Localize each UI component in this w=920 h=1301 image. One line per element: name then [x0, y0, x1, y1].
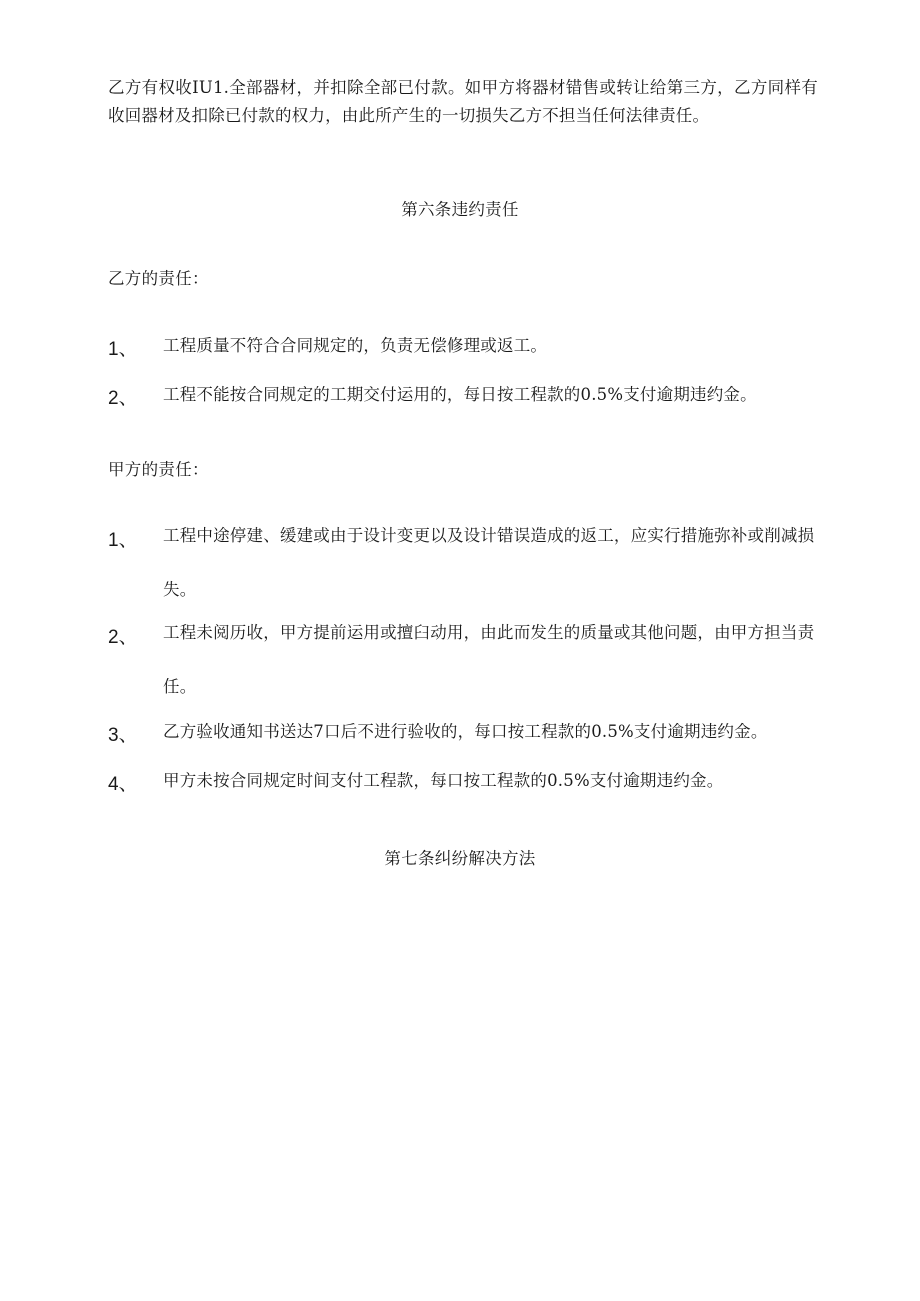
item-text: 甲方未按合同规定时间支付工程款，每口按工程款的0.5%支付逾期违约金。: [163, 771, 724, 790]
item-number: 2、: [108, 388, 138, 409]
intro-paragraph: 乙方有权收IU1.全部器材，并扣除全部已付款。如甲方将器材错售或转让给第三方，乙方同样有收回器材及扣除已付款的权力，由此所产生的一切损失乙方不担当任何法律责任。: [108, 78, 818, 125]
party-b-responsibility-label: 乙方的责任：: [108, 269, 209, 288]
item-text: 工程中途停建、缓建或由于设计变更以及设计错误造成的返工，应实行措施弥补或削减损失。: [163, 526, 815, 599]
item-text: 工程质量不符合合同规定的，负责无偿修理或返工。: [163, 336, 548, 355]
item-number: 4、: [108, 774, 138, 795]
party-a-responsibility-label: 甲方的责任：: [108, 460, 209, 479]
item-number: 1、: [108, 339, 138, 360]
item-number: 1、: [108, 530, 138, 551]
article-6-title: 第六条违约责任: [401, 200, 519, 219]
item-text: 工程不能按合同规定的工期交付运用的，每日按工程款的0.5%支付逾期违约金。: [163, 385, 757, 404]
item-text: 工程未阅历收，甲方提前运用或擅臼动用，由此而发生的质量或其他问题，由甲方担当责任。: [163, 623, 815, 696]
item-text: 乙方验收通知书送达7口后不进行验收的，每口按工程款的0.5%支付逾期违约金。: [163, 722, 768, 741]
item-number: 3、: [108, 725, 138, 746]
article-7-title: 第七条纠纷解决方法: [384, 849, 536, 868]
item-number: 2、: [108, 627, 138, 648]
